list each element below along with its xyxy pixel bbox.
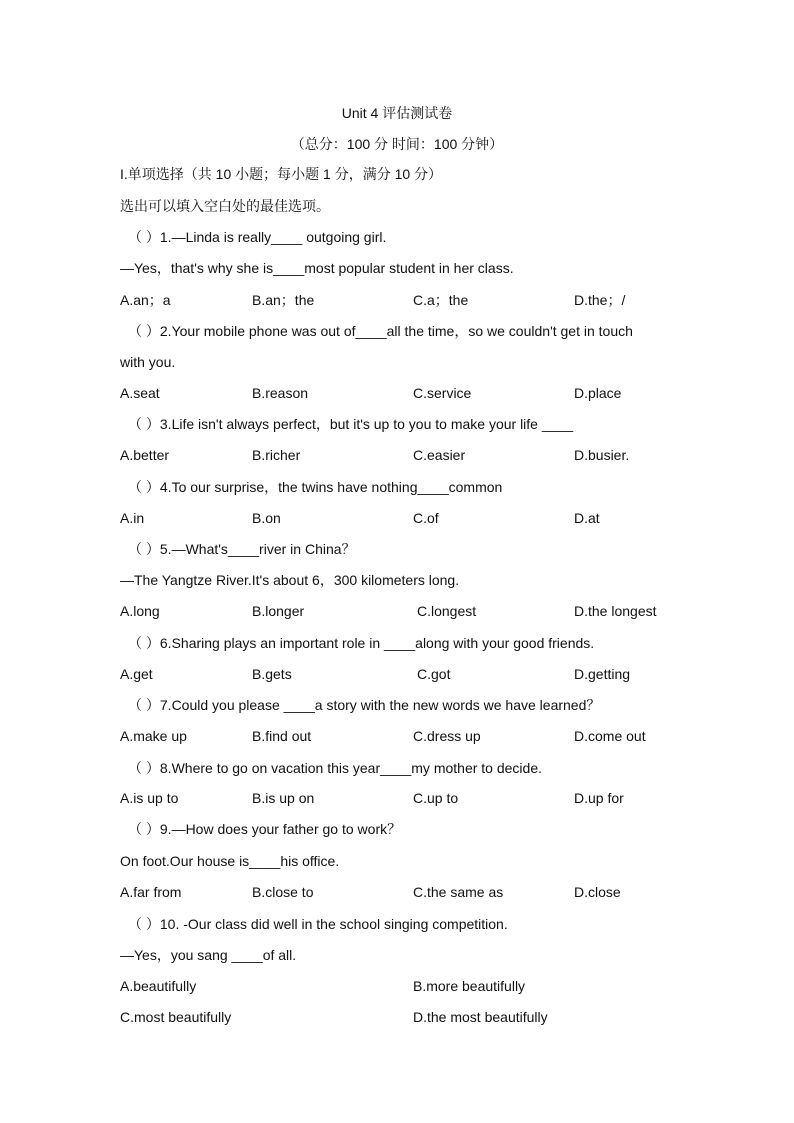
question-7-stem: （ ）7.Could you please ____a story with the new words we have learned？ bbox=[128, 697, 601, 713]
q2-option-d: D.place bbox=[574, 385, 622, 401]
q7-option-a: A.make up bbox=[120, 728, 187, 744]
q8-option-b: B.is up on bbox=[252, 790, 315, 806]
q5-option-b: B.longer bbox=[252, 603, 305, 619]
q4-option-d: D.at bbox=[574, 510, 600, 526]
question-5-stem: （ ）5.—What's____river in China？ bbox=[128, 541, 356, 557]
q10-option-b: B.more beautifully bbox=[413, 978, 526, 994]
page-subtitle: （总分：100 分 时间：100 分钟） bbox=[290, 136, 504, 152]
q9-option-b: B.close to bbox=[252, 884, 314, 900]
q6-option-a: A.get bbox=[120, 666, 153, 682]
q9-option-a: A.far from bbox=[120, 884, 182, 900]
q5-option-c: C.longest bbox=[417, 603, 477, 619]
q2-option-b: B.reason bbox=[252, 385, 309, 401]
q2-option-a: A.seat bbox=[120, 385, 160, 401]
q10-option-d: D.the most beautifully bbox=[413, 1009, 548, 1025]
q3-option-a: A.better bbox=[120, 447, 170, 463]
question-3-stem: （ ）3.Life isn't always perfect，but it's up to you to make your life ____ bbox=[128, 416, 574, 432]
q8-option-c: C.up to bbox=[413, 790, 459, 806]
section-instruction: 选出可以填入空白处的最佳选项。 bbox=[120, 198, 330, 214]
question-1-stem: （ ）1.—Linda is really____ outgoing girl. bbox=[128, 229, 387, 245]
question-10-stem: （ ）10. -Our class did well in the school singing competition. bbox=[128, 916, 508, 932]
q7-option-c: C.dress up bbox=[413, 728, 481, 744]
q5-option-d: D.the longest bbox=[574, 603, 657, 619]
q6-option-d: D.getting bbox=[574, 666, 631, 682]
question-9-stem: （ ）9.—How does your father go to work？ bbox=[128, 821, 402, 837]
section-heading: I.单项选择（共 10 小题；每小题 1 分，满分 10 分） bbox=[120, 166, 443, 182]
question-9-line-2: On foot.Our house is____his office. bbox=[120, 853, 340, 869]
q8-option-a: A.is up to bbox=[120, 790, 179, 806]
q1-option-d: D.the；/ bbox=[574, 292, 626, 308]
q7-option-d: D.come out bbox=[574, 728, 646, 744]
question-2-stem: （ ）2.Your mobile phone was out of____all the time，so we couldn't get in touch bbox=[128, 323, 633, 339]
page-title: Unit 4 评估测试卷 bbox=[341, 105, 453, 121]
q8-option-d: D.up for bbox=[574, 790, 624, 806]
q4-option-a: A.in bbox=[120, 510, 145, 526]
q9-option-d: D.close bbox=[574, 884, 621, 900]
q1-option-b: B.an；the bbox=[252, 292, 315, 308]
question-10-line-2: —Yes，you sang ____of all. bbox=[120, 947, 297, 963]
q7-option-b: B.find out bbox=[252, 728, 312, 744]
q1-option-c: C.a；the bbox=[413, 292, 469, 308]
q5-option-a: A.long bbox=[120, 603, 160, 619]
q4-option-c: C.of bbox=[413, 510, 439, 526]
q3-option-b: B.richer bbox=[252, 447, 301, 463]
q1-option-a: A.an；a bbox=[120, 292, 171, 308]
q2-option-c: C.service bbox=[413, 385, 472, 401]
q9-option-c: C.the same as bbox=[413, 884, 504, 900]
q4-option-b: B.on bbox=[252, 510, 281, 526]
q10-option-a: A.beautifully bbox=[120, 978, 197, 994]
question-1-line-2: —Yes，that's why she is____most popular student in her class. bbox=[120, 260, 514, 276]
question-8-stem: （ ）8.Where to go on vacation this year____my mother to decide. bbox=[128, 760, 542, 776]
q6-option-b: B.gets bbox=[252, 666, 292, 682]
question-6-stem: （ ）6.Sharing plays an important role in ____along with your good friends. bbox=[128, 635, 595, 651]
q6-option-c: C.got bbox=[417, 666, 451, 682]
q10-option-c: C.most beautifully bbox=[120, 1009, 232, 1025]
q3-option-c: C.easier bbox=[413, 447, 466, 463]
question-2-line-2: with you. bbox=[120, 354, 176, 370]
question-5-line-2: —The Yangtze River.It's about 6，300 kilometers long. bbox=[120, 572, 460, 588]
q3-option-d: D.busier. bbox=[574, 447, 630, 463]
question-4-stem: （ ）4.To our surprise，the twins have nothing____common bbox=[128, 479, 503, 495]
